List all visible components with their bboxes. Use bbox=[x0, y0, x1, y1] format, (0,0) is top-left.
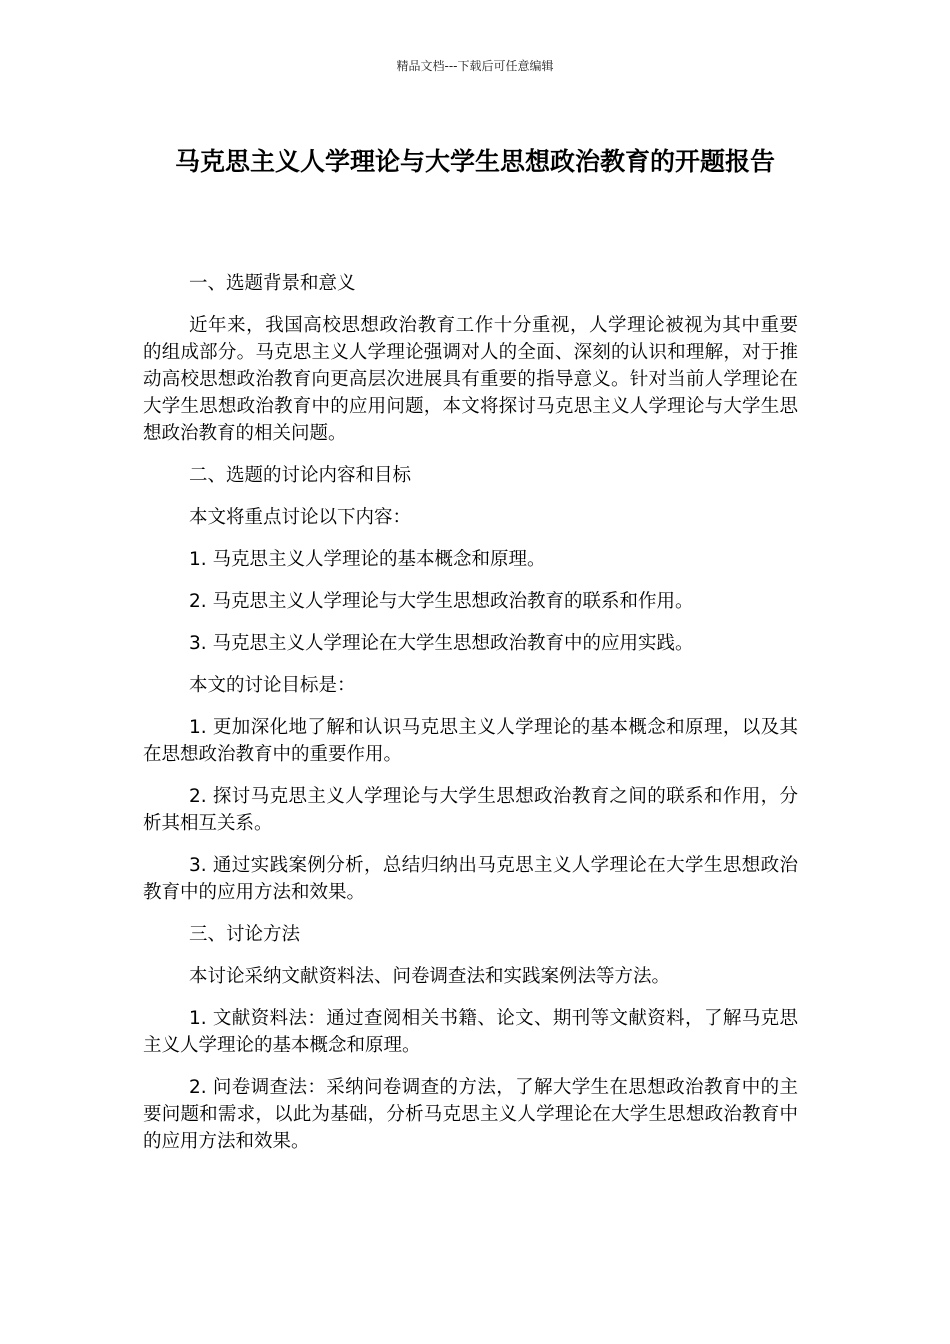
paragraph-content-intro: 本文将重点讨论以下内容： bbox=[189, 507, 412, 528]
page-header-note: 精品文档---下载后可任意编辑 bbox=[396, 59, 554, 73]
list-item-goal-2: 2. 探讨马克思主义人学理论与大学生思想政治教育之间的联系和作用，分析其相互关系。 bbox=[143, 786, 798, 834]
list-item-goal-3: 3. 通过实践案例分析，总结归纳出马克思主义人学理论在大学生思想政治教育中的应用方法和效果。 bbox=[143, 855, 798, 903]
list-item-content-3: 3. 马克思主义人学理论在大学生思想政治教育中的应用实践。 bbox=[189, 633, 694, 654]
list-item-goal-1: 1. 更加深化地了解和认识马克思主义人学理论的基本概念和原理，以及其在思想政治教育中的重要作用。 bbox=[143, 717, 798, 765]
list-item-method-1: 1. 文献资料法：通过查阅相关书籍、论文、期刊等文献资料，了解马克思主义人学理论的基本概念和原理。 bbox=[143, 1008, 798, 1056]
section-heading-methods: 三、讨论方法 bbox=[189, 924, 301, 945]
list-item-content-2: 2. 马克思主义人学理论与大学生思想政治教育的联系和作用。 bbox=[189, 591, 694, 612]
list-item-method-2: 2. 问卷调查法：采纳问卷调查的方法，了解大学生在思想政治教育中的主要问题和需求，以此为基础，分析马克思主义人学理论在大学生思想政治教育中的应用方法和效果。 bbox=[143, 1077, 798, 1152]
document-title: 马克思主义人学理论与大学生思想政治教育的开题报告 bbox=[174, 147, 775, 176]
paragraph-background: 近年来，我国高校思想政治教育工作十分重视，人学理论被视为其中重要的组成部分。马克思主义人学理论强调对人的全面、深刻的认识和理解，对于推动高校思想政治教育向更高层次进展具有重要的指导意义。针对当前人学理论在大学生思想政治教育中的应用问题，本文将探讨马克思主义人学理论与大学生思想政治教育的相关问题。 bbox=[143, 315, 798, 444]
paragraph-methods-intro: 本讨论采纳文献资料法、问卷调查法和实践案例法等方法。 bbox=[189, 966, 671, 987]
list-item-content-1: 1. 马克思主义人学理论的基本概念和原理。 bbox=[189, 549, 546, 570]
paragraph-goals-intro: 本文的讨论目标是： bbox=[189, 675, 356, 696]
section-heading-content-goals: 二、选题的讨论内容和目标 bbox=[189, 465, 412, 486]
document-body bbox=[143, 270, 798, 1170]
section-heading-background: 一、选题背景和意义 bbox=[189, 273, 356, 294]
